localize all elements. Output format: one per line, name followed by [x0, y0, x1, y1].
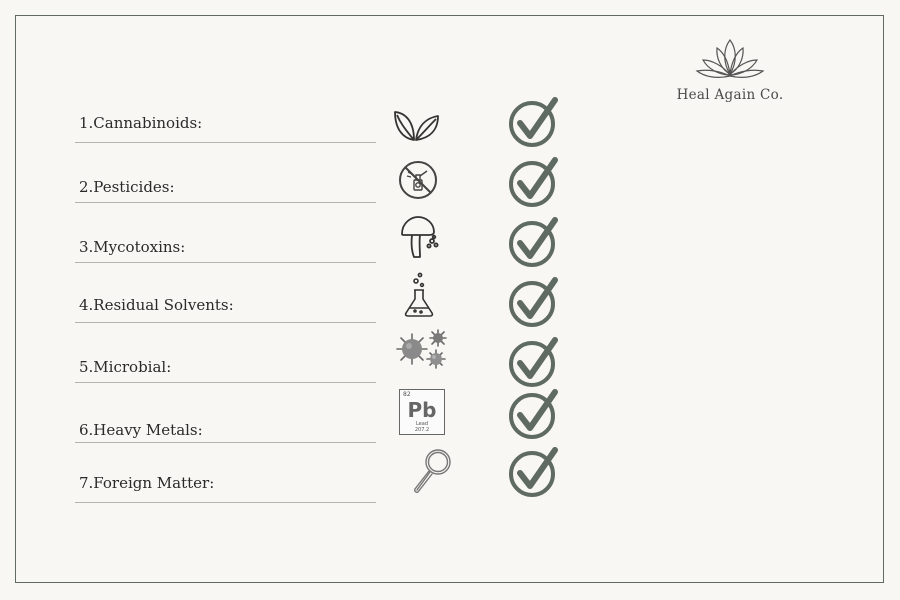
row-divider — [75, 442, 376, 443]
test-row-foreign-matter — [0, 452, 900, 512]
test-row-pesticides — [0, 152, 900, 212]
test-label: 3.Mycotoxins: — [79, 238, 186, 256]
row-divider — [75, 382, 376, 383]
element-name: Lead — [415, 421, 428, 427]
test-row-residual-solvents — [0, 272, 900, 332]
element-symbol: Pb — [407, 398, 437, 422]
test-label: 7.Foreign Matter: — [79, 474, 215, 492]
test-label: 5.Microbial: — [79, 358, 172, 376]
magnifier-icon — [410, 448, 454, 494]
microbe-icon — [392, 328, 452, 376]
test-row-cannabinoids — [0, 92, 900, 152]
row-divider — [75, 202, 376, 203]
lotus-icon — [695, 36, 765, 82]
test-row-microbial — [0, 332, 900, 392]
brand-name: Heal Again Co. — [676, 87, 784, 103]
check-icon — [508, 446, 560, 498]
row-divider — [75, 262, 376, 263]
check-icon — [508, 336, 560, 388]
test-label: 4.Residual Solvents: — [79, 296, 234, 314]
leaves-icon — [392, 100, 440, 144]
flask-icon — [401, 272, 437, 318]
check-icon — [508, 216, 560, 268]
check-icon — [508, 156, 560, 208]
row-divider — [75, 502, 376, 503]
test-row-heavy-metals — [0, 392, 900, 452]
element-number: 82 — [403, 391, 411, 398]
test-label: 1.Cannabinoids: — [79, 114, 203, 132]
test-label: 2.Pesticides: — [79, 178, 175, 196]
check-icon — [508, 96, 560, 148]
test-label: 6.Heavy Metals: — [79, 421, 203, 439]
no-spray-icon — [396, 158, 440, 202]
row-divider — [75, 142, 376, 143]
check-icon — [508, 388, 560, 440]
test-row-mycotoxins — [0, 212, 900, 272]
lead-element-icon — [399, 389, 445, 435]
row-divider — [75, 322, 376, 323]
mushroom-spores-icon — [398, 214, 440, 260]
check-icon — [508, 276, 560, 328]
element-mass: 207.2 — [414, 427, 430, 433]
